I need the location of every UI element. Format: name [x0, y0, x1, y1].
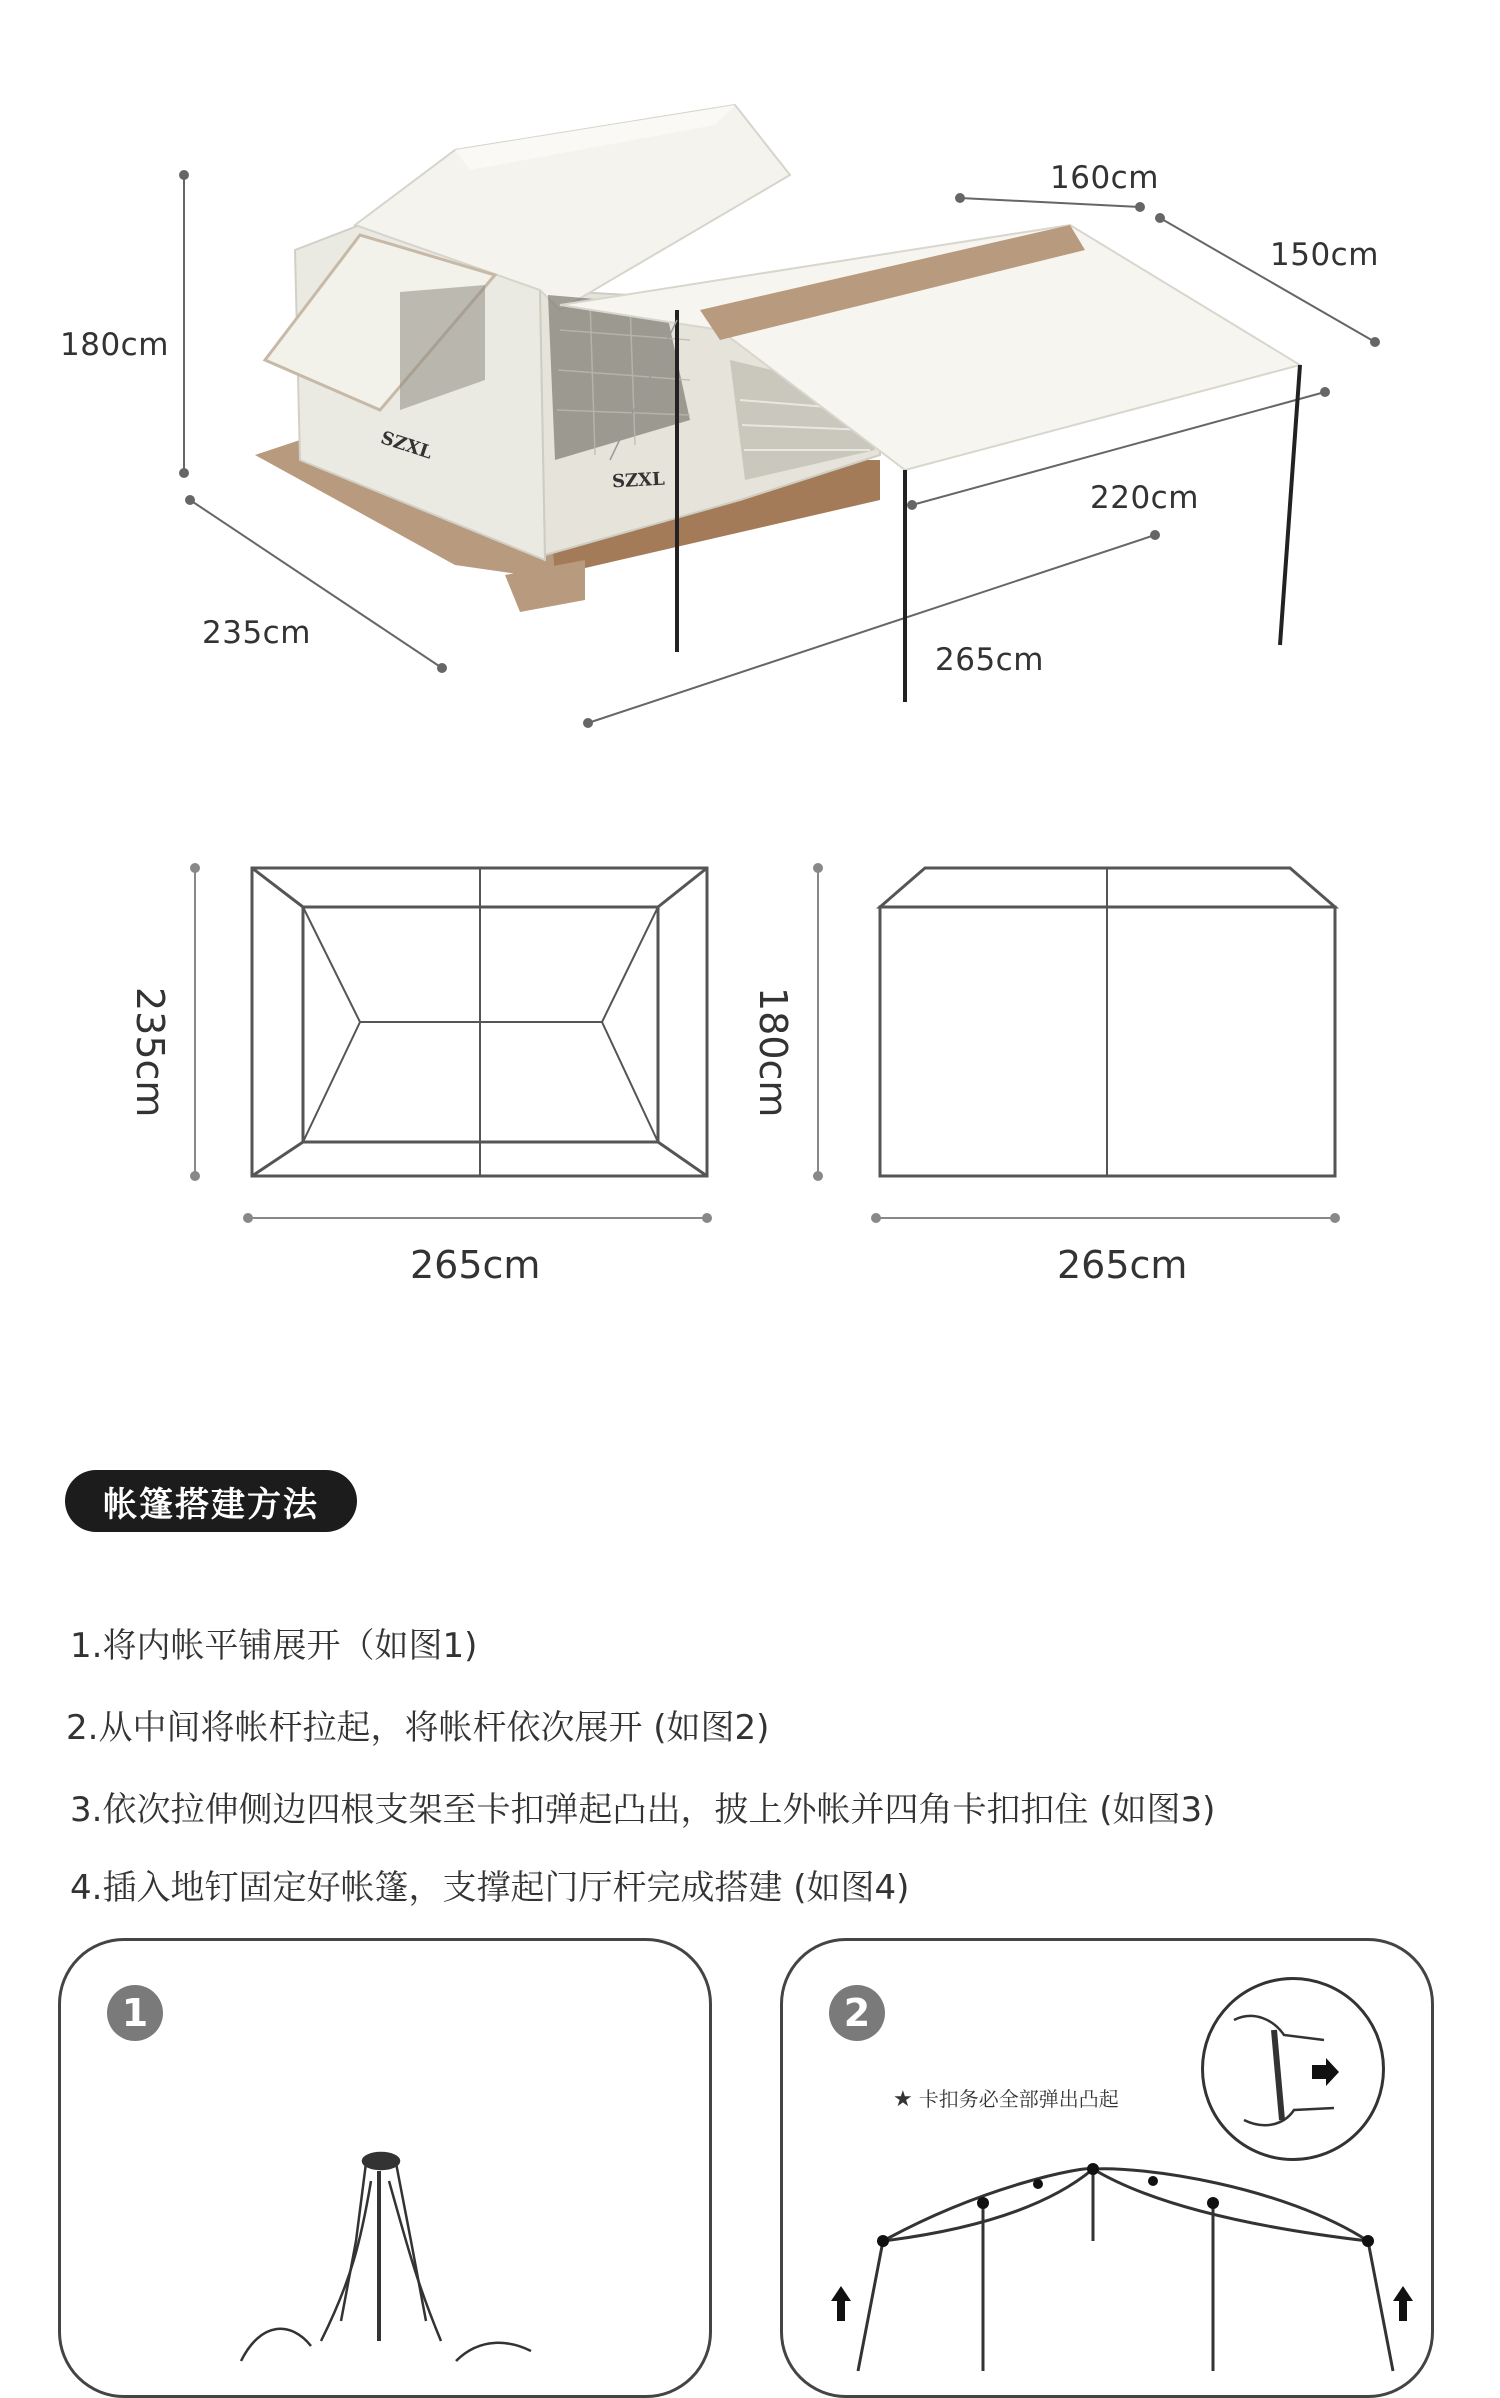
- side-view-width-label: 265cm: [1057, 1243, 1188, 1287]
- top-view-width-label: 265cm: [410, 1243, 541, 1287]
- side-view-height-label: 180cm: [751, 987, 795, 1118]
- top-view-depth-label: 235cm: [128, 987, 172, 1118]
- figure-card-1: [58, 1938, 712, 2398]
- setup-step-3: 3.依次拉伸侧边四根支架至卡扣弹起凸出，披上外帐并四角卡扣扣住 (如图3): [70, 1790, 1216, 1830]
- figure-2-sketch: [783, 1941, 1434, 2398]
- figure-number-badge: 2: [829, 1985, 885, 2041]
- plan-views: [0, 850, 1500, 1250]
- arrow-up-icon: [1393, 2286, 1413, 2321]
- figure-number-badge: 1: [107, 1985, 163, 2041]
- awning-length-label: 220cm: [1090, 480, 1199, 516]
- depth-label: 235cm: [202, 615, 311, 651]
- figure-card-2: [780, 1938, 1434, 2398]
- setup-step-4: 4.插入地钉固定好帐篷，支撑起门厅杆完成搭建 (如图4): [70, 1868, 910, 1908]
- star-icon: ★: [893, 2087, 913, 2112]
- brand-logo: SZXL: [611, 468, 666, 493]
- awning-depth-label: 150cm: [1270, 237, 1379, 273]
- brand-logo: SZXL: [378, 427, 435, 464]
- height-label: 180cm: [60, 327, 169, 363]
- awning-width-label: 160cm: [1050, 160, 1159, 196]
- figure-1-sketch: [61, 1941, 712, 2398]
- setup-step-2: 2.从中间将帐杆拉起，将帐杆依次展开 (如图2): [66, 1708, 770, 1748]
- total-length-label: 265cm: [935, 642, 1044, 678]
- setup-title-pill: 帐篷搭建方法: [65, 1470, 357, 1532]
- setup-step-1: 1.将内帐平铺展开（如图1): [70, 1626, 478, 1666]
- arrow-up-icon: [831, 2286, 851, 2321]
- figure-2-note: ★ 卡扣务必全部弹出凸起: [893, 2087, 1119, 2112]
